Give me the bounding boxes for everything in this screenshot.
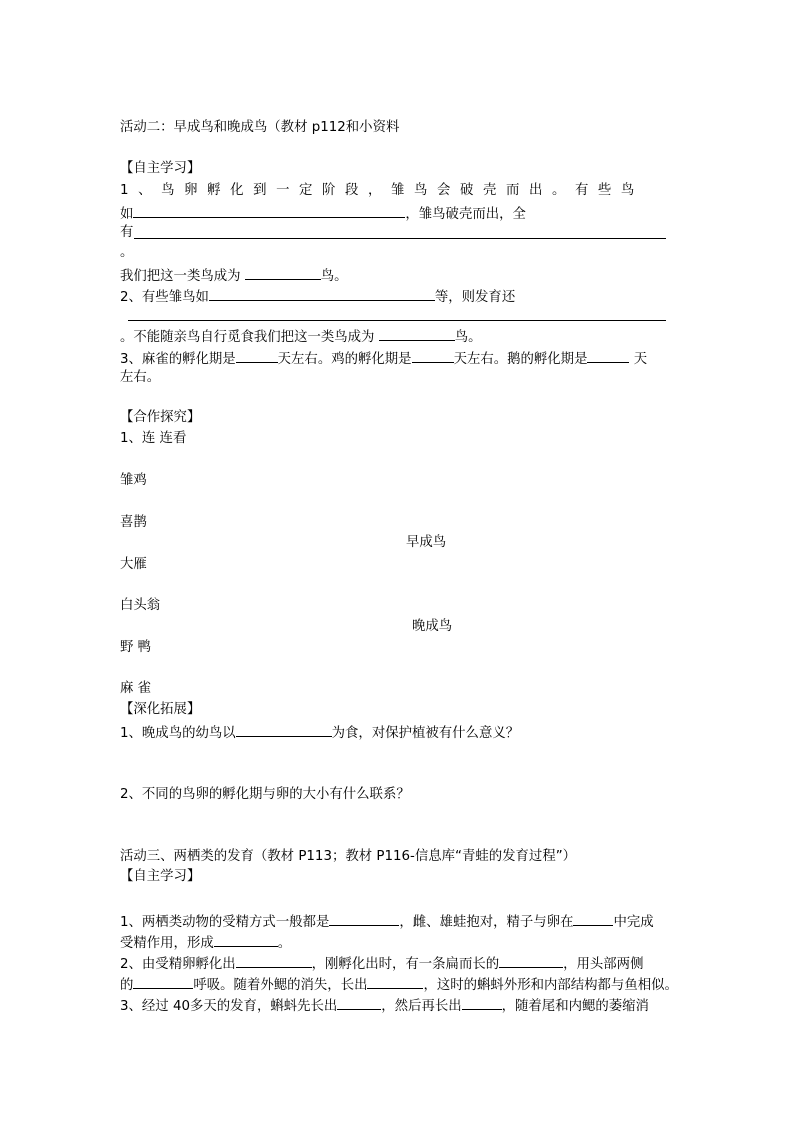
q3-part-b: 天左右。鸡的孵化期是 [277,352,412,367]
match-item-bird[interactable]: 大雁 [120,557,147,572]
fill-blank[interactable] [133,974,193,989]
a3-q3-line1 [120,995,649,1016]
match-item-bird[interactable]: 麻 雀 [120,681,152,696]
q1-line2-suffix: ，雏鸟破壳而出，全 [405,207,526,222]
q1-line3 [120,224,133,242]
match-item-bird[interactable]: 喜鹊 [120,515,147,530]
q1-line5-prefix: 我们把这一类鸟成为 [120,269,245,284]
q2-line1 [120,286,515,307]
a3-q2-part-b: ，刚孵化出时，有一条扁而长的 [311,957,500,972]
a3-q2-line2-part-c: ，这时的蝌蚪外形和内部结构都与鱼相似。 [423,978,678,993]
q2-line3-prefix: 。不能随亲鸟自行觅食我们把这一类鸟成为 [120,330,379,345]
a3-q3-part-a: 3、经过 40多天的发育，蝌蚪先长出 [120,999,338,1014]
fill-blank[interactable] [209,286,435,301]
fill-blank[interactable] [236,953,312,968]
match-target-type[interactable]: 晚成鸟 [412,619,453,634]
q1-line1: 1、鸟卵孵化到一定阶段，雏鸟会破壳而出。有些鸟 [120,183,644,198]
fill-blank[interactable] [128,320,666,321]
q1-line4: 。 [120,245,134,260]
fill-blank[interactable] [134,238,666,239]
matching-task: 1、连 连看 [120,431,187,446]
fill-blank[interactable] [214,932,278,947]
a3-q2-part-c: ，用头部两侧 [563,957,644,972]
self-study-heading: 【自主学习】 [120,161,201,176]
a3-q1-line2-suffix: 。 [277,936,292,951]
fill-blank[interactable] [236,348,278,363]
q1-line3-prefix: 有 [120,225,134,240]
a3-q1-part-b: ，雌、雄蛙抱对，精子与卵在 [399,915,574,930]
q3-line2: 左右。 [120,370,161,385]
q3-line1 [120,348,647,369]
extension-q1-prefix: 1、晚成鸟的幼鸟以 [120,726,236,741]
fill-blank[interactable] [499,953,563,968]
q2-line3-suffix: 鸟。 [454,330,482,345]
extension-q2: 2、不同的鸟卵的孵化期与卵的大小有什么联系？ [120,787,410,802]
activity2-title: 活动二：早成鸟和晚成鸟（教材 p112和小资料 [120,120,400,135]
a3-q3-part-b: ，然后再长出 [381,999,462,1014]
q3-part-a: 3、麻雀的孵化期是 [120,352,236,367]
match-item-bird[interactable]: 白头翁 [120,598,161,613]
q3-part-c: 天左右。鹅的孵化期是 [453,352,588,367]
q1-line2 [120,203,526,224]
fill-blank[interactable] [462,995,502,1010]
fill-blank[interactable] [337,995,381,1010]
a3-q2-line2-part-b: 呼吸。随着外鳃的消失，长出 [193,978,368,993]
a3-q1-part-c: 中完成 [613,915,654,930]
fill-blank[interactable] [236,722,332,737]
a3-q2-part-a: 2、由受精卵孵化出 [120,957,236,972]
cooperative-heading: 【合作探究】 [120,410,201,425]
fill-blank[interactable] [367,974,423,989]
a3-q1-line1 [120,911,654,932]
q1-line5 [120,265,348,286]
extension-q1-suffix: 为食，对保护植被有什么意义？ [331,726,520,741]
a3-q2-line2 [120,974,678,995]
fill-blank[interactable] [412,348,454,363]
fill-blank[interactable] [245,265,321,280]
a3-q2-line2-part-a: 的 [120,978,134,993]
q1-line5-suffix: 鸟。 [320,269,348,284]
q1-line2-prefix: 如 [120,207,134,222]
fill-blank[interactable] [573,911,613,926]
fill-blank[interactable] [379,326,455,341]
q3-part-d: 天 [629,352,648,367]
a3-q3-part-c: ，随着尾和内鳃的萎缩消 [501,999,649,1014]
extension-heading: 【深化拓展】 [120,702,201,717]
a3-q1-line2 [120,932,291,953]
q2-line1-suffix: 等，则发育还 [434,290,516,305]
fill-blank[interactable] [133,203,405,218]
a3-q1-line2-prefix: 受精作用，形成 [120,936,214,951]
fill-blank[interactable] [329,911,399,926]
extension-q1 [120,722,519,743]
q2-line3 [120,326,481,347]
fill-blank[interactable] [587,348,629,363]
activity3-title: 活动三、两栖类的发育（教材 P113；教材 P116-信息库“青蛙的发育过程”） [120,849,577,864]
a3-q1-part-a: 1、两栖类动物的受精方式一般都是 [120,915,330,930]
match-item-bird[interactable]: 野 鸭 [120,640,152,655]
activity3-heading: 【自主学习】 [120,869,201,884]
match-item-bird[interactable]: 雏鸡 [120,473,147,488]
match-target-type[interactable]: 早成鸟 [406,535,447,550]
q2-line1-prefix: 2、有些雏鸟如 [120,290,209,305]
a3-q2-line1 [120,953,643,974]
